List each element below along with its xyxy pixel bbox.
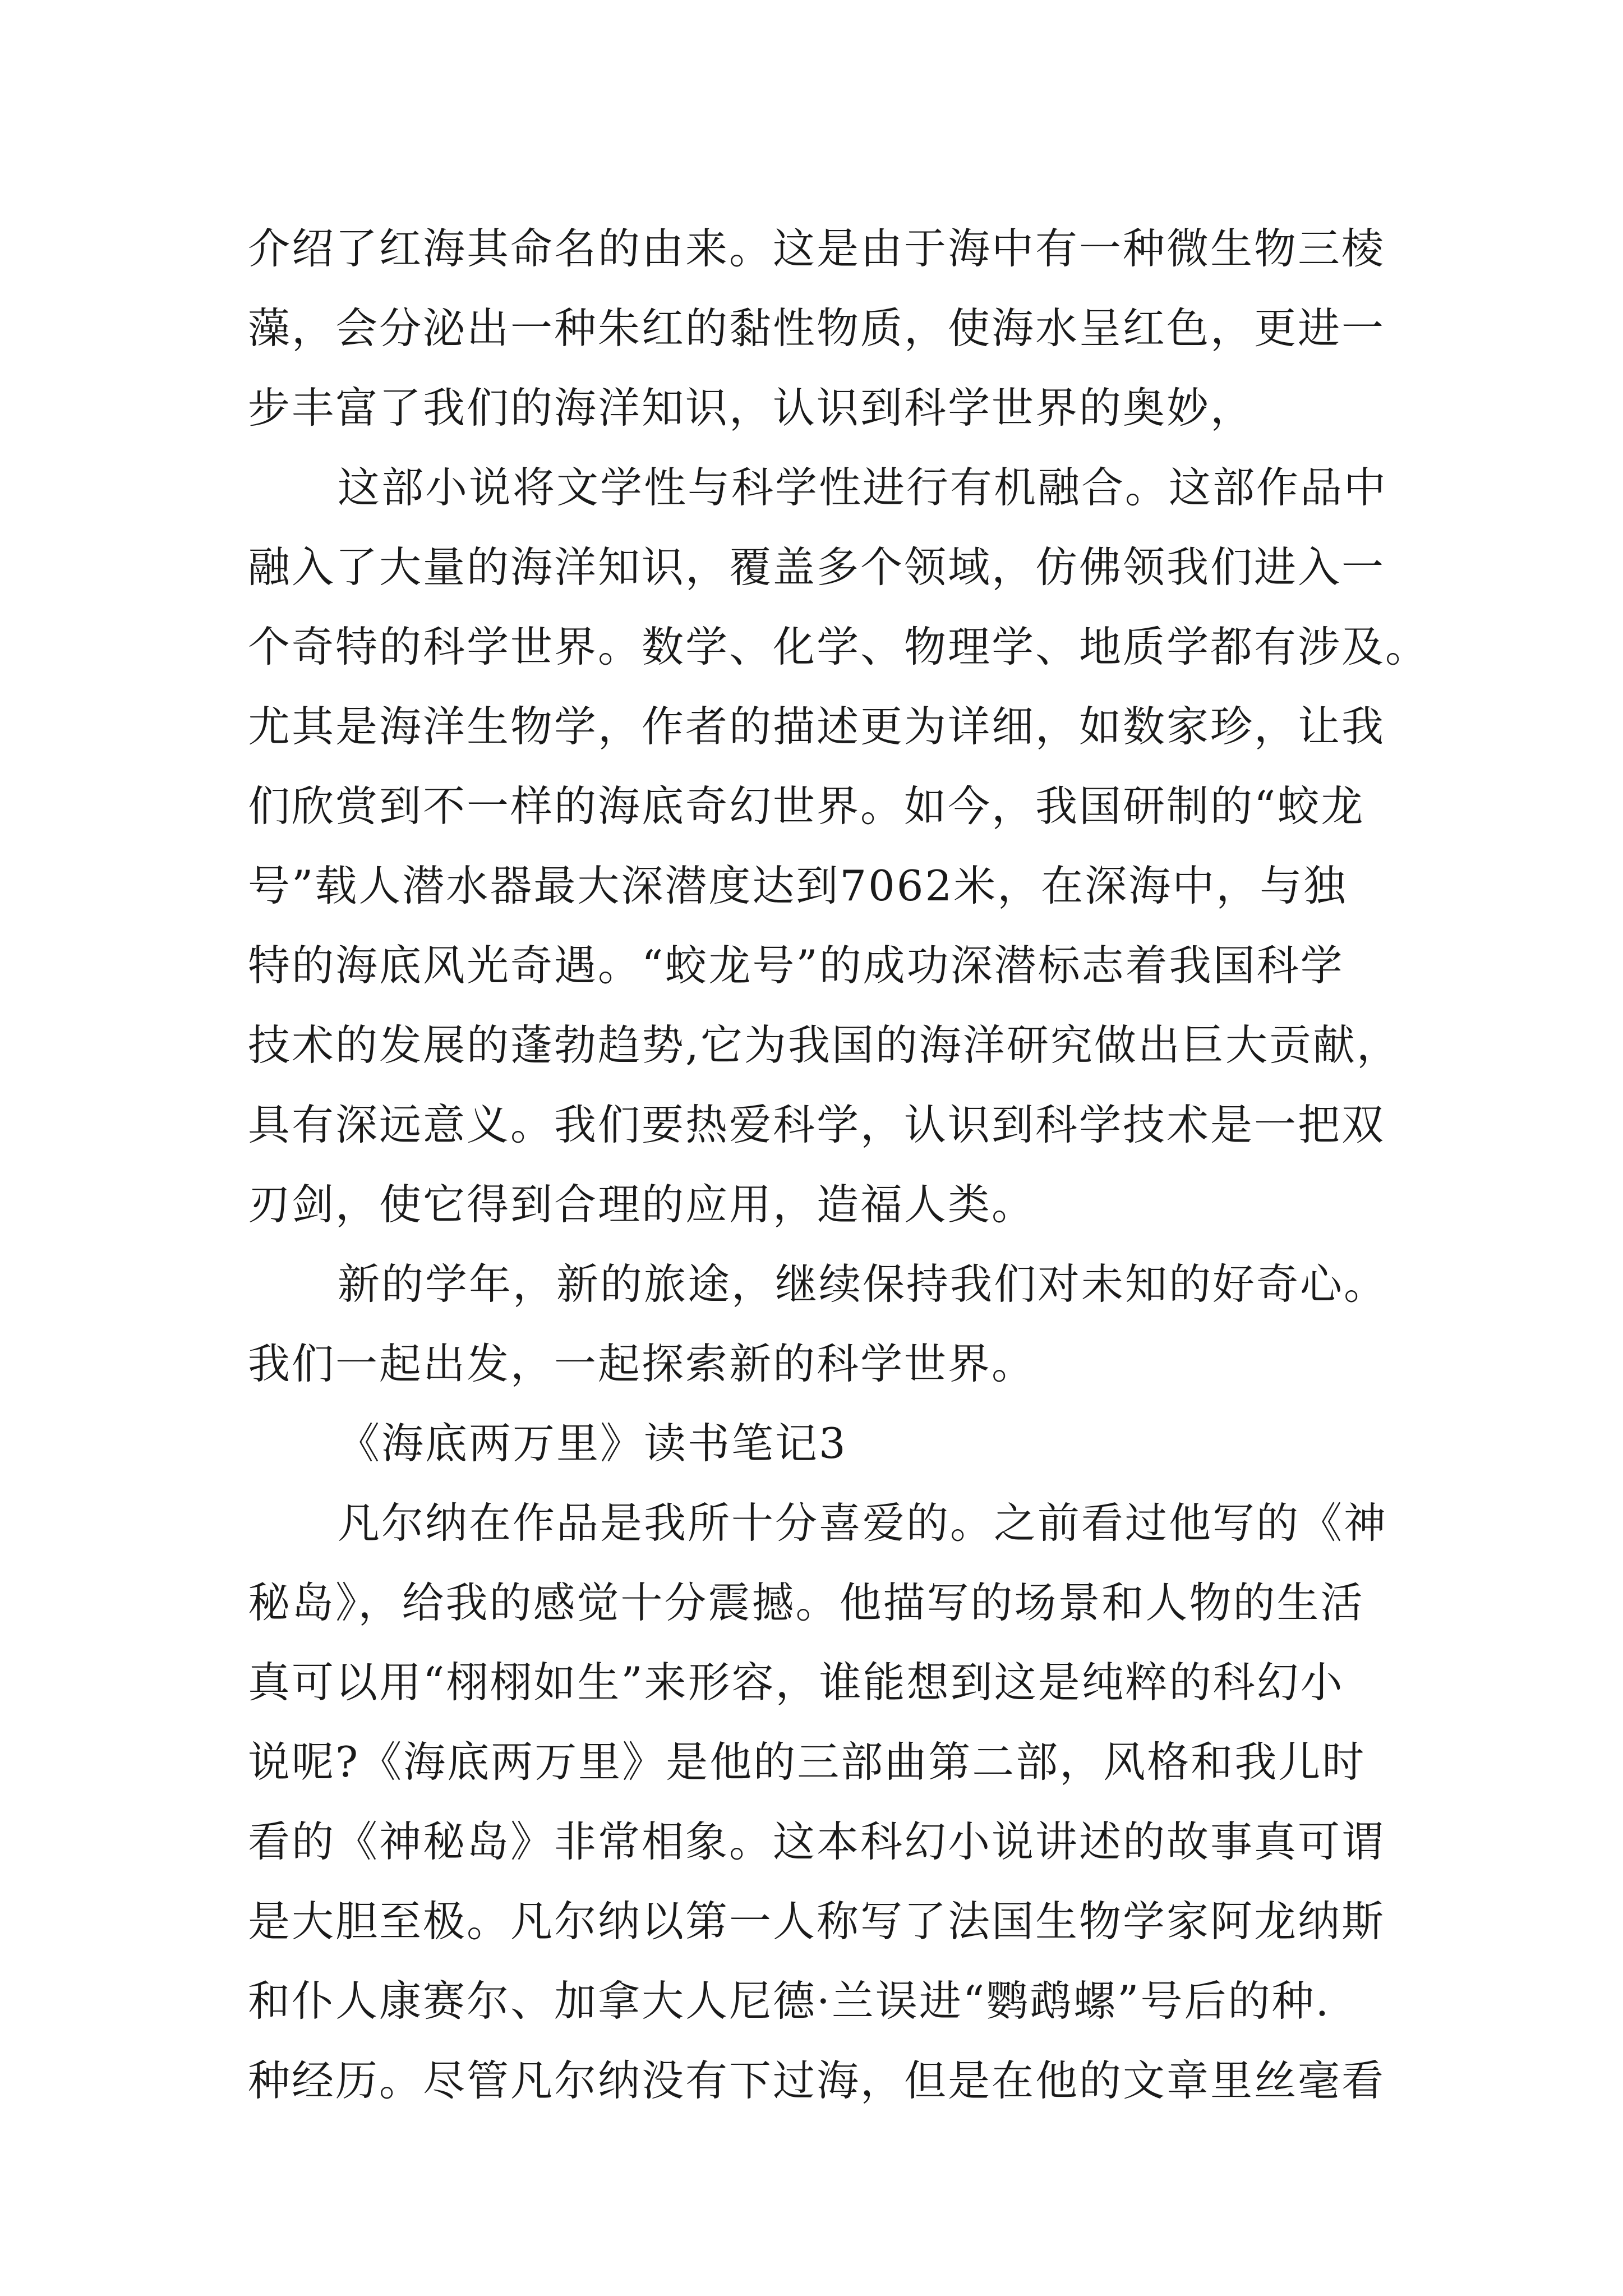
section-heading: 《海底两万里》读书笔记3 xyxy=(338,1419,847,1468)
text-line: 和仆人康赛尔、加拿大人尼德·兰误进“鹦鹉螺”号后的种. xyxy=(248,1976,1331,2026)
text-line: 特的海底风光奇遇。“蛟龙号”的成功深潜标志着我国科学 xyxy=(248,941,1344,990)
text-line: 是大胆至极。凡尔纳以第一人称写了法国生物学家阿龙纳斯 xyxy=(248,1897,1386,1946)
text-line: 说呢?《海底两万里》是他的三部曲第二部，风格和我儿时 xyxy=(248,1737,1366,1787)
text-line: 刃剑，使它得到合理的应用，造福人类。 xyxy=(248,1180,1036,1229)
text-line: 介绍了红海其命名的由来。这是由于海中有一种微生物三棱 xyxy=(248,224,1386,273)
paragraph-start-line: 凡尔纳在作品是我所十分喜爱的。之前看过他写的《神 xyxy=(338,1498,1388,1548)
text-line: 步丰富了我们的海洋知识，认识到科学世界的奥妙， xyxy=(248,383,1255,432)
paragraph-start-line: 这部小说将文学性与科学性进行有机融合。这部作品中 xyxy=(338,463,1388,512)
text-line: 秘岛》，给我的感觉十分震撼。他描写的场景和人物的生活 xyxy=(248,1578,1364,1627)
text-line: 真可以用“栩栩如生”来形容，谁能想到这是纯粹的科幻小 xyxy=(248,1658,1344,1707)
text-line: 号”载人潜水器最大深潜度达到7062米，在深海中，与独 xyxy=(248,861,1348,910)
text-line: 们欣赏到不一样的海底奇幻世界。如今，我国研制的“蛟龙 xyxy=(248,781,1365,831)
document-body xyxy=(248,209,1430,2120)
text-line: 我们一起出发，一起探索新的科学世界。 xyxy=(248,1339,1036,1388)
paragraph-start-line: 新的学年，新的旅途，继续保持我们对未知的好奇心。 xyxy=(338,1259,1388,1309)
text-line: 藻，会分泌出一种朱红的黏性物质，使海水呈红色，更进一 xyxy=(248,303,1386,353)
text-line: 看的《神秘岛》非常相象。这本科幻小说讲述的故事真可谓 xyxy=(248,1817,1386,1866)
text-line: 种经历。尽管凡尔纳没有下过海，但是在他的文章里丝毫看 xyxy=(248,2056,1386,2105)
text-line: 融入了大量的海洋知识，覆盖多个领域，仿佛领我们进入一 xyxy=(248,542,1386,592)
text-line: 技术的发展的蓬勃趋势,它为我国的海洋研究做出巨大贡献， xyxy=(248,1020,1400,1070)
text-line: 具有深远意义。我们要热爱科学，认识到科学技术是一把双 xyxy=(248,1100,1386,1149)
text-line: 个奇特的科学世界。数学、化学、物理学、地质学都有涉及。 xyxy=(248,622,1430,671)
text-line: 尤其是海洋生物学，作者的描述更为详细，如数家珍，让我 xyxy=(248,702,1386,751)
